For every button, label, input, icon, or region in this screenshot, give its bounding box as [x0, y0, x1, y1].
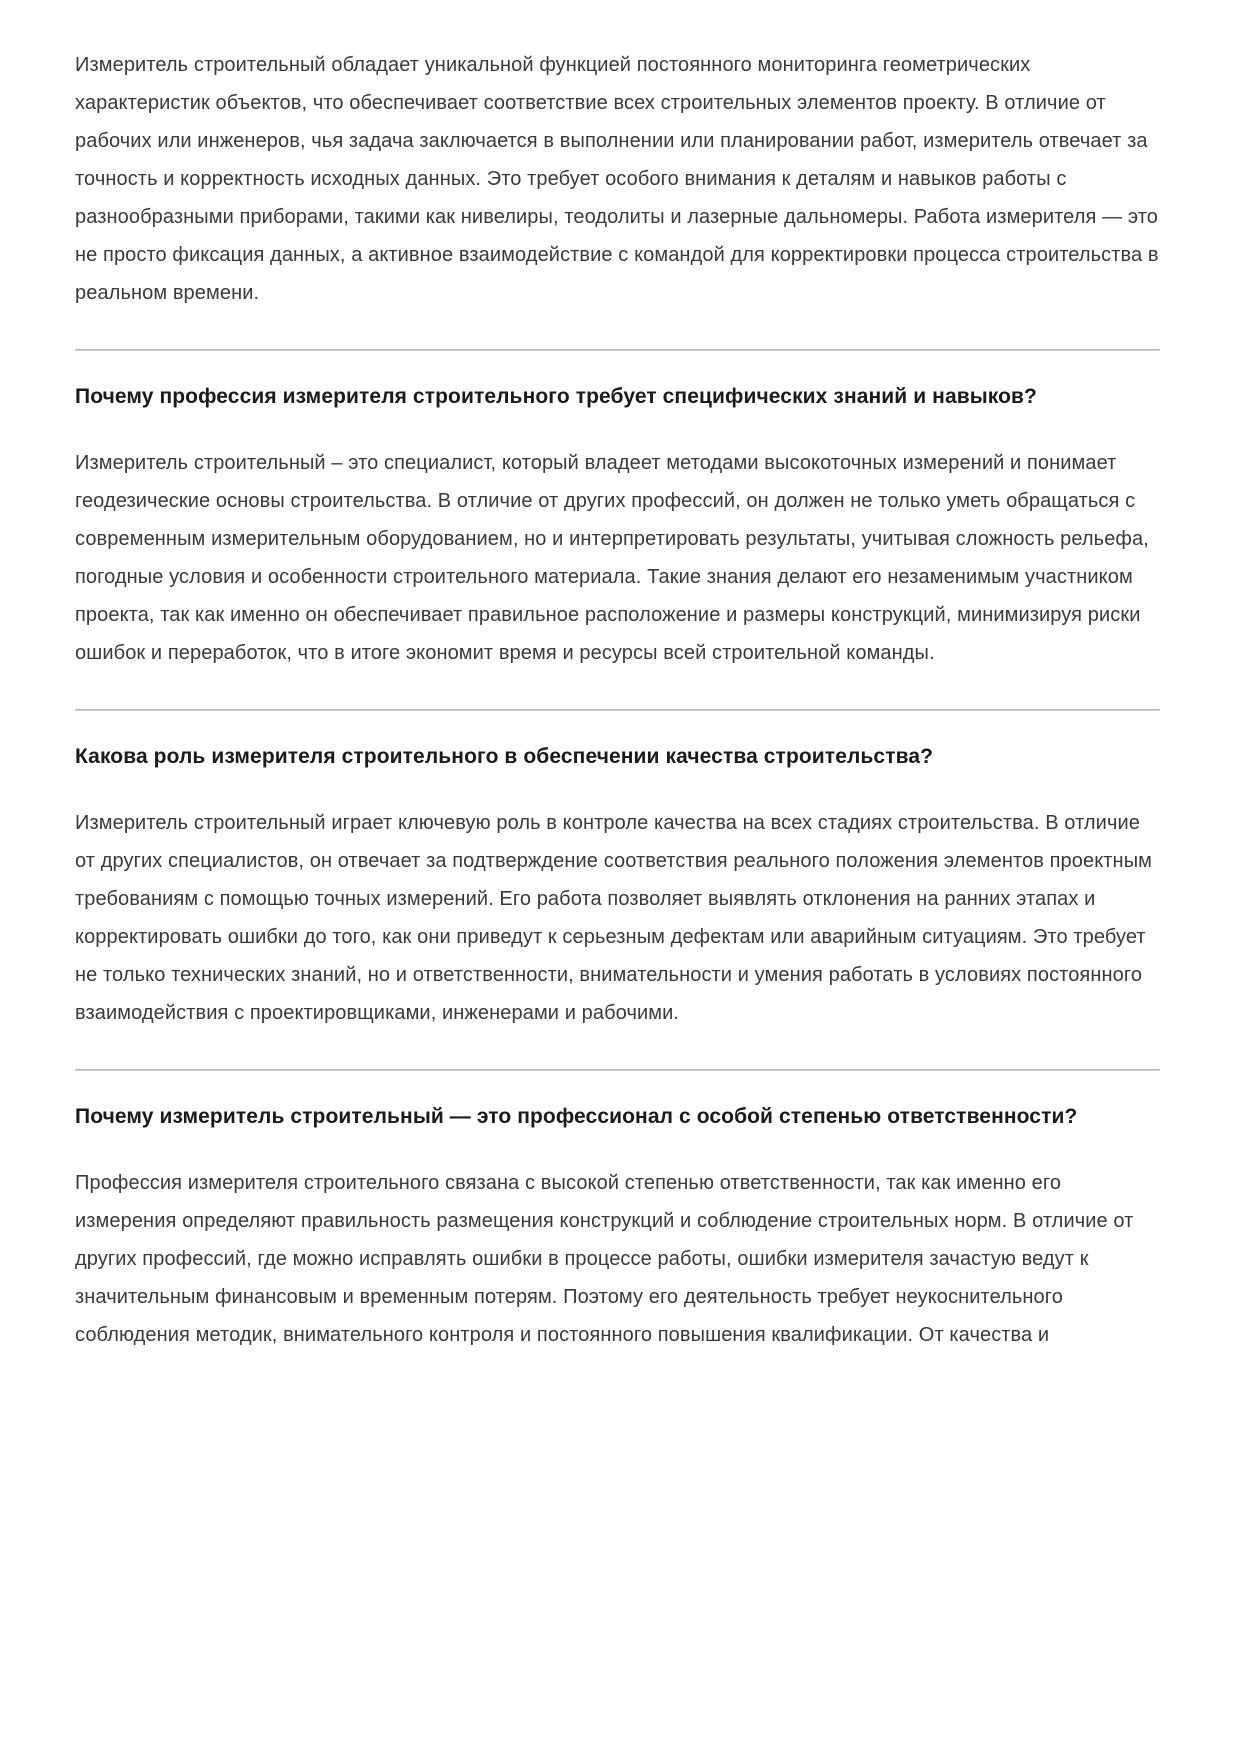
section-paragraph: Измеритель строительный – это специалист, который владеет методами высокоточных измерений и понимает геодезические основы строительства. В отличие от других профессий, он должен не только уметь обращаться с современным измерительным оборудованием, но и интерпретировать результаты, учитывая сложность рельефа, погодные условия и особенности строительного материала. Такие знания делают его незаменимым участником проекта, так как именно он обеспечивает правильное расположение и размеры конструкций, минимизируя риски ошибок и переработок, что в итоге экономит время и ресурсы всей строительной команды.	[75, 452, 1149, 664]
section-paragraph: Измеритель строительный играет ключевую роль в контроле качества на всех стадиях строительства. В отличие от других специалистов, он отвечает за подтверждение соответствия реального положения элементов проектным требованиям с помощью точных измерений. Его работа позволяет выявлять отклонения на ранних этапах и корректировать ошибки до того, как они приведут к серьезным дефектам или аварийным ситуациям. Это требует не только технических знаний, но и ответственности, внимательности и умения работать в условиях постоянного взаимодействия с проектировщиками, инженерами и рабочими.	[75, 812, 1153, 1024]
section-heading: Какова роль измерителя строительного в обеспечении качества строительства?	[75, 745, 934, 768]
article-section-quality	[75, 738, 1160, 1032]
article-section-knowledge	[75, 378, 1160, 672]
section-divider	[75, 349, 1160, 351]
section-heading: Почему измеритель строительный — это профессионал с особой степенью ответственности?	[75, 1105, 1078, 1128]
article-section-responsibility	[75, 1098, 1160, 1354]
section-heading: Почему профессия измерителя строительного требует специфических знаний и навыков?	[75, 385, 1037, 408]
section-paragraph: Профессия измерителя строительного связана с высокой степенью ответственности, так как именно его измерения определяют правильность размещения конструкций и соблюдение строительных норм. В отличие от других профессий, где можно исправлять ошибки в процессе работы, ошибки измерителя зачастую ведут к значительным финансовым и временным потерям. Поэтому его деятельность требует неукоснительного соблюдения методик, внимательного контроля и постоянного повышения квалификации. От качества и	[75, 1172, 1134, 1346]
section-divider	[75, 709, 1160, 711]
section-divider	[75, 1069, 1160, 1071]
intro-paragraph: Измеритель строительный обладает уникальной функцией постоянного мониторинга геометрических характеристик объектов, что обеспечивает соответствие всех строительных элементов проекту. В отличие от рабочих или инженеров, чья задача заключается в выполнении или планировании работ, измеритель отвечает за точность и корректность исходных данных. Это требует особого внимания к деталям и навыков работы с разнообразными приборами, такими как нивелиры, теодолиты и лазерные дальномеры. Работа измерителя — это не просто фиксация данных, а активное взаимодействие с командой для корректировки процесса строительства в реальном времени.	[75, 54, 1159, 304]
